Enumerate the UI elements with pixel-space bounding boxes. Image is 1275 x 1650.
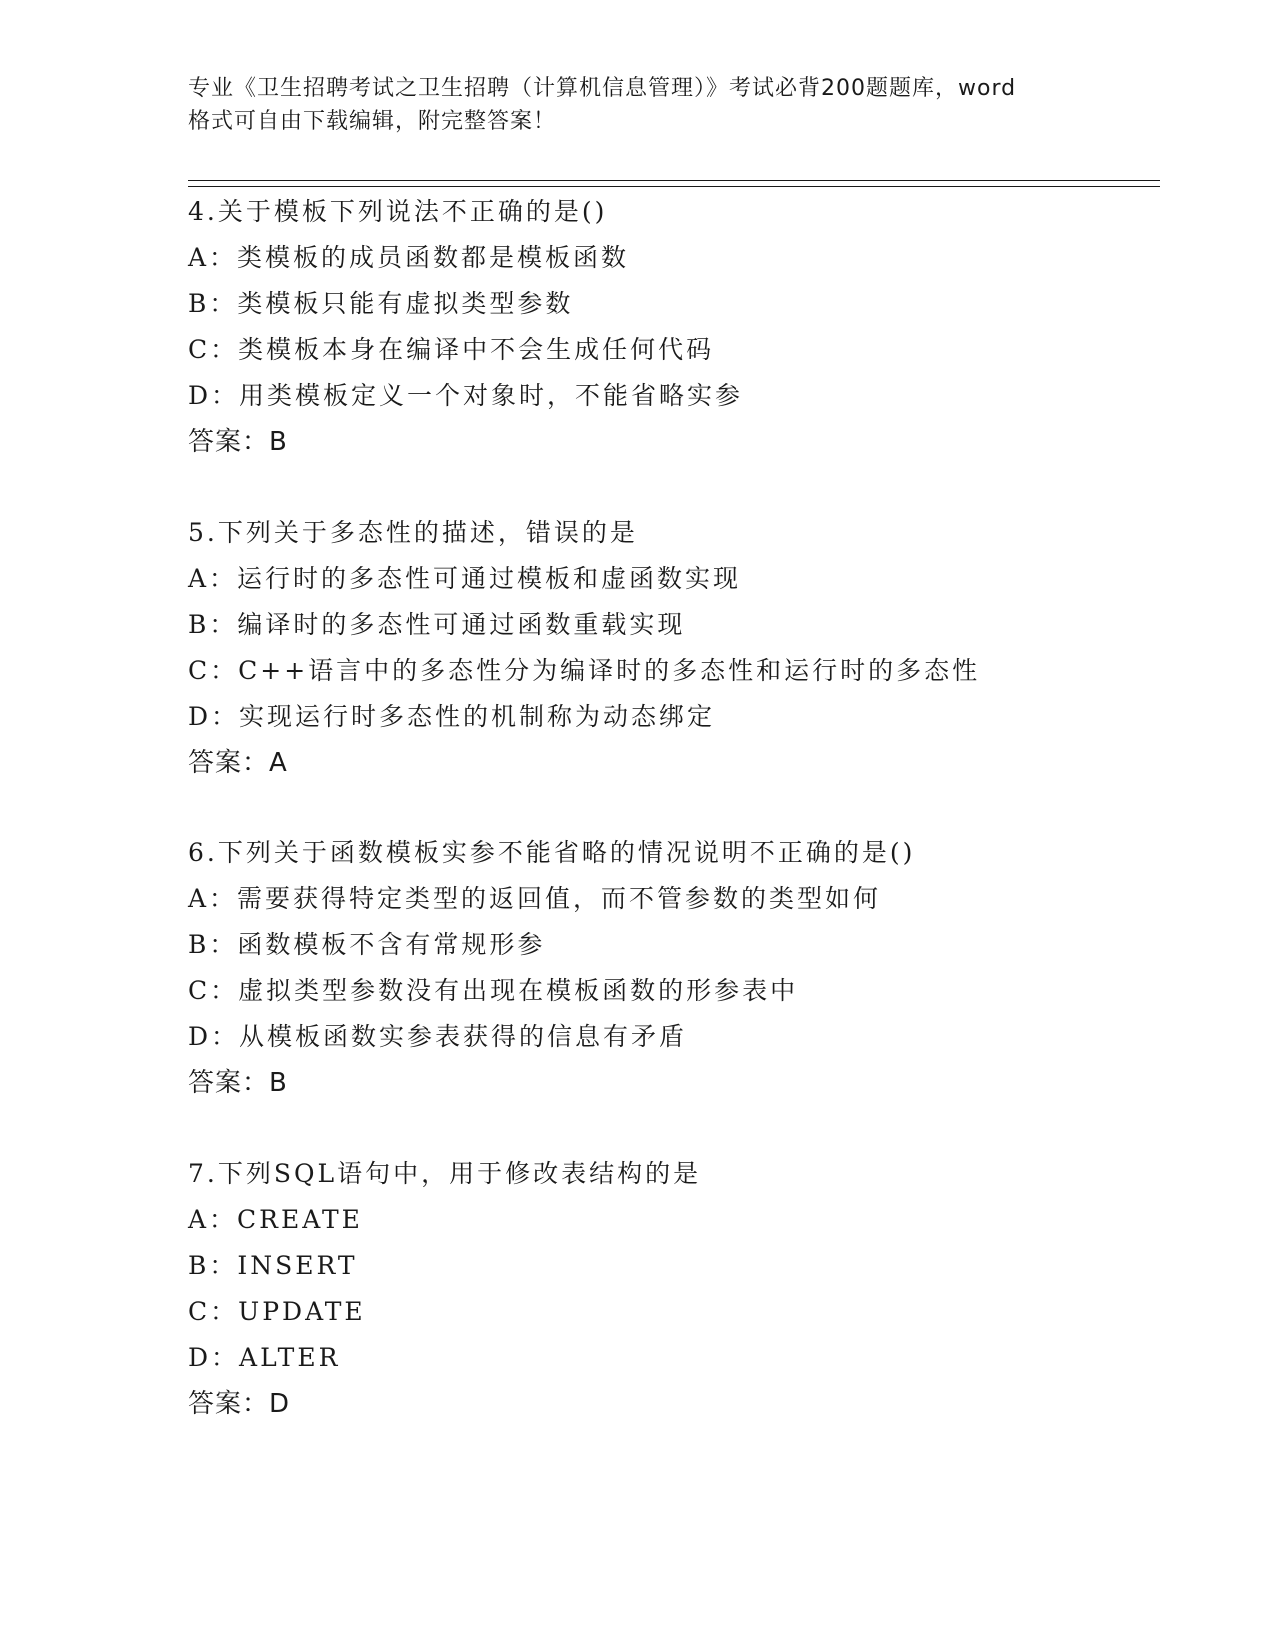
option-a: A：类模板的成员函数都是模板函数 xyxy=(188,243,630,272)
header-divider-top xyxy=(188,180,1160,181)
option-d: D：用类模板定义一个对象时，不能省略实参 xyxy=(188,381,744,410)
option-b: B：INSERT xyxy=(188,1251,358,1280)
question-stem: 5.下列关于多态性的描述，错误的是 xyxy=(188,518,638,547)
question-stem: 7.下列SQL语句中，用于修改表结构的是 xyxy=(188,1159,702,1188)
option-b: B：编译时的多态性可通过函数重载实现 xyxy=(188,610,686,639)
option-c: C：C++语言中的多态性分为编译时的多态性和运行时的多态性 xyxy=(188,656,981,685)
option-d: D：从模板函数实参表获得的信息有矛盾 xyxy=(188,1022,688,1051)
option-d: D：ALTER xyxy=(188,1343,341,1372)
option-c: C：UPDATE xyxy=(188,1297,366,1326)
answer: 答案：A xyxy=(188,748,288,778)
option-a: A：需要获得特定类型的返回值，而不管参数的类型如何 xyxy=(188,884,882,913)
option-c: C：虚拟类型参数没有出现在模板函数的形参表中 xyxy=(188,976,799,1005)
answer: 答案：D xyxy=(188,1389,291,1419)
header-line-2: 格式可自由下载编辑，附完整答案！ xyxy=(188,109,557,134)
header-divider-bottom xyxy=(188,186,1160,187)
option-a: A：运行时的多态性可通过模板和虚函数实现 xyxy=(188,564,742,593)
option-b: B：类模板只能有虚拟类型参数 xyxy=(188,289,574,318)
option-b: B：函数模板不含有常规形参 xyxy=(188,930,546,959)
answer: 答案：B xyxy=(188,427,288,457)
option-a: A：CREATE xyxy=(188,1205,363,1234)
question-6 xyxy=(188,830,1168,1106)
answer: 答案：B xyxy=(188,1068,288,1098)
question-stem: 6.下列关于函数模板实参不能省略的情况说明不正确的是() xyxy=(188,838,916,867)
question-4 xyxy=(188,189,1168,465)
option-c: C：类模板本身在编译中不会生成任何代码 xyxy=(188,335,715,364)
question-5 xyxy=(188,510,1168,786)
header-line-1: 专业《卫生招聘考试之卫生招聘（计算机信息管理）》考试必背200题题库，word xyxy=(188,76,1017,101)
question-stem: 4.关于模板下列说法不正确的是() xyxy=(188,197,608,226)
document-header xyxy=(188,72,1088,138)
question-7 xyxy=(188,1151,1168,1427)
option-d: D：实现运行时多态性的机制称为动态绑定 xyxy=(188,702,716,731)
